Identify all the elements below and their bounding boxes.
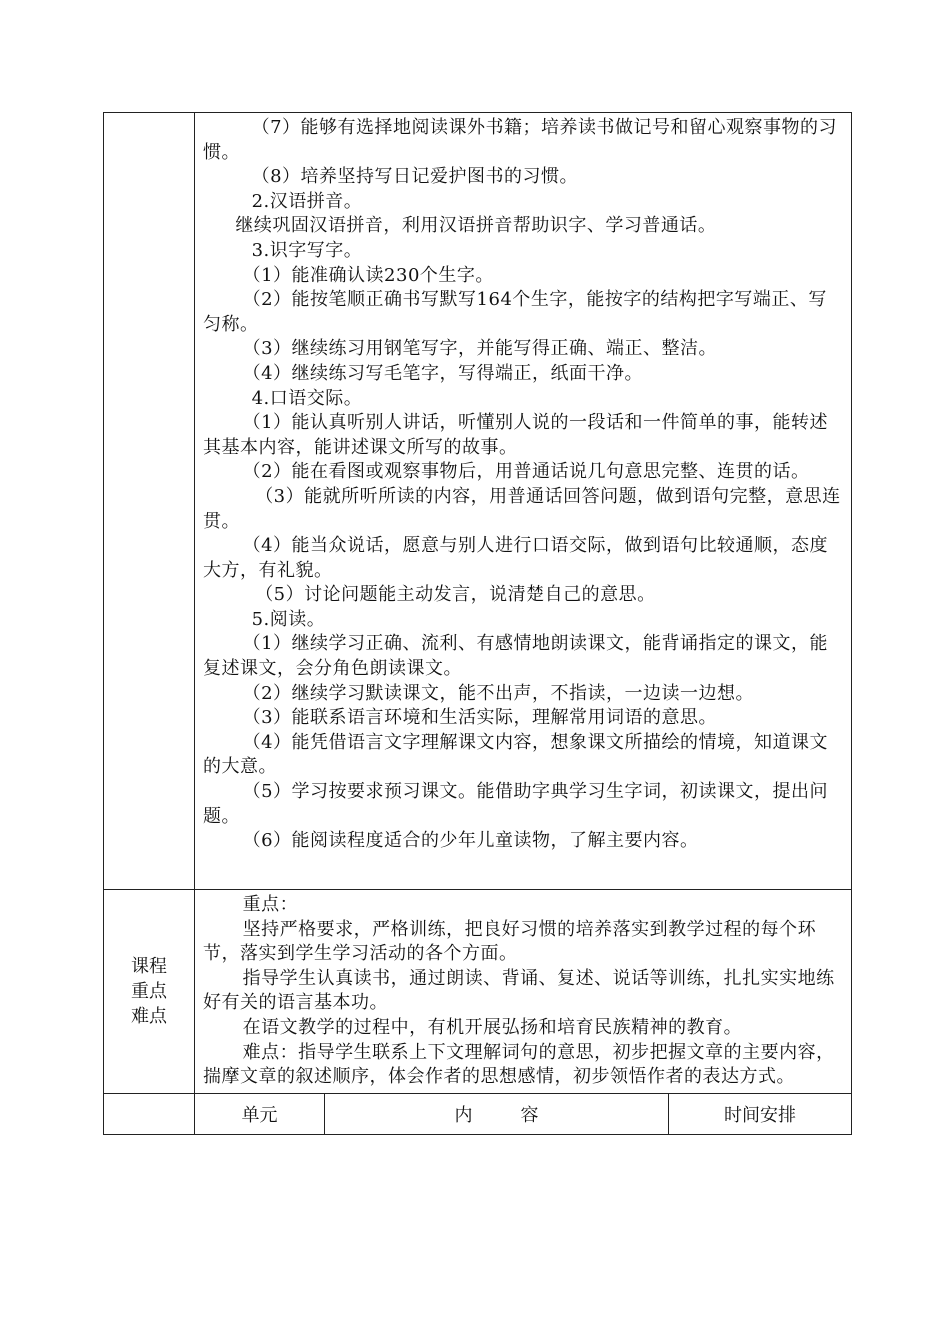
objective-line: （7）能够有选择地阅读课外书籍；培养读书做记号和留心观察事物的习惯。: [203, 117, 838, 163]
objective-line: （8）培养坚持写日记爱护图书的习惯。: [251, 166, 579, 188]
objective-line: （1）能准确认读230个生字。: [242, 264, 494, 286]
objective-line: （3）能联系语言环境和生活实际，理解常用词语的意思。: [242, 707, 718, 729]
objective-line: （5）讨论问题能主动发言，说清楚自己的意思。: [255, 584, 656, 606]
objective-line: （4）能当众说话，愿意与别人进行口语交际，做到语句比较通顺，态度大方，有礼貌。: [203, 535, 829, 581]
key-point-line: 指导学生认真读书，通过朗读、背诵、复述、说话等训练，扎扎实实地练好有关的语言基本功。: [203, 967, 835, 1014]
schedule-header-row: [104, 1093, 852, 1134]
objective-line: （6）能阅读程度适合的少年儿童读物，了解主要内容。: [242, 830, 699, 852]
objective-line: 4.口语交际。: [251, 387, 363, 409]
objective-line: （2）继续学习默读课文，能不出声，不指读，一边读一边想。: [242, 682, 755, 704]
objectives-row: [104, 113, 852, 890]
key-points-label: 难点: [131, 1005, 167, 1027]
objectives-content-cell: [195, 113, 852, 890]
objective-line: 3.识字写字。: [251, 239, 363, 261]
key-point-line: 难点：指导学生联系上下文理解词句的意思，初步把握文章的主要内容，揣摩文章的叙述顺序，体会作者的思想感情，初步领悟作者的表达方式。: [203, 1041, 835, 1088]
key-point-line: 在语文教学的过程中，有机开展弘扬和培育民族精神的教育。: [242, 1016, 743, 1038]
key-points-row: [104, 890, 852, 1094]
key-points-label-cell: [104, 890, 195, 1094]
objective-line: 2.汉语拼音。: [251, 190, 363, 212]
objective-line: （2）能按笔顺正确书写默写164个生字，能按字的结构把字写端正、写匀称。: [203, 289, 827, 335]
content-header-left: 内: [454, 1104, 473, 1126]
objective-line: （1）继续学习正确、流利、有感情地朗读课文，能背诵指定的课文，能复述课文，会分角色朗读课文。: [203, 633, 829, 680]
key-points-label: 重点: [131, 980, 167, 1002]
key-points-content-cell: [195, 890, 852, 1094]
time-header: 时间安排: [669, 1093, 852, 1134]
objective-line: （5）学习按要求预习课文。能借助字典学习生字词，初读课文，提出问题。: [203, 781, 829, 827]
key-point-line: 坚持严格要求，严格训练，把良好习惯的培养落实到教学过程的每个环节，落实到学生学习活动的各个方面。: [203, 918, 817, 965]
objective-line: （2）能在看图或观察事物后，用普通话说几句意思完整、连贯的话。: [242, 461, 810, 483]
objective-line: （1）能认真听别人讲话，听懂别人说的一段话和一件简单的事，能转述其基本内容，能讲述课文所写的故事。: [203, 412, 829, 458]
objective-line: 5.阅读。: [251, 608, 326, 630]
objective-line: 继续巩固汉语拼音，利用汉语拼音帮助识字、学习普通话。: [235, 215, 717, 237]
objective-line: （3）继续练习用钢笔写字，并能写得正确、端正、整洁。: [242, 338, 718, 360]
key-points-label: 课程: [131, 955, 167, 977]
objectives-label-cell: [104, 113, 195, 890]
content-header: [325, 1093, 669, 1134]
objective-line: （3）能就所听所读的内容，用普通话回答问题，做到语句完整，意思连贯。: [203, 485, 841, 532]
key-point-line: 重点：: [242, 894, 299, 915]
teaching-plan-table: [103, 112, 852, 1135]
objective-line: （4）能凭借语言文字理解课文内容，想象课文所描绘的情境，知道课文的大意。: [203, 731, 829, 778]
schedule-empty-cell: [104, 1093, 195, 1134]
unit-header: 单元: [195, 1093, 325, 1134]
content-header-right: 容: [520, 1104, 539, 1126]
objective-line: （4）继续练习写毛笔字，写得端正，纸面干净。: [242, 362, 644, 384]
